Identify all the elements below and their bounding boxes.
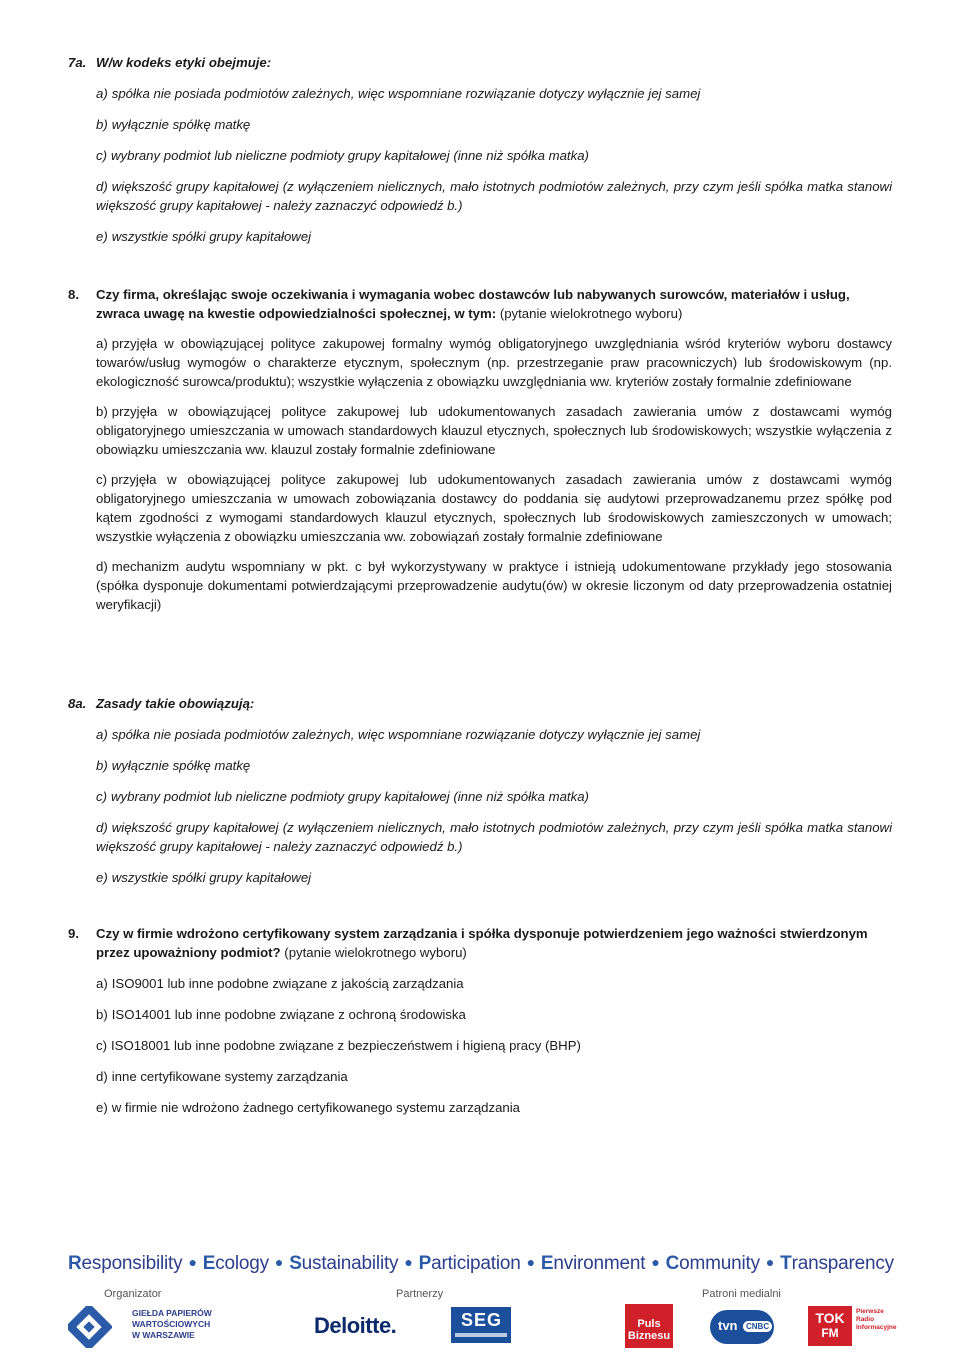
- puls-biznesu-logo: [625, 1304, 673, 1348]
- option-text: większość grupy kapitałowej (z wyłączeniem nielicznych, mało istotnych podmiotów zależnych, przy czym jeśli spółka matka stanowi większość grupy kapitałowej - należy zaznaczyć odpowiedź b.): [96, 820, 892, 854]
- partners-label: Partnerzy: [396, 1288, 444, 1300]
- motto-initial: S: [289, 1253, 302, 1274]
- gpw-logo: [68, 1306, 228, 1348]
- option-label: a): [96, 727, 108, 742]
- motto-initial: C: [665, 1253, 680, 1274]
- option-text: inne certyfikowane systemy zarządzania: [111, 1069, 348, 1084]
- motto-word: [666, 1253, 760, 1274]
- option-label: e): [96, 229, 108, 244]
- answer-option: [96, 787, 892, 806]
- motto-word: [289, 1253, 398, 1274]
- option-text: w firmie nie wdrożono żadnego certyfikowanego systemu zarządzania: [111, 1100, 521, 1115]
- option-label: c): [96, 1038, 107, 1053]
- motto-word: [68, 1253, 182, 1274]
- option-label: d): [96, 1069, 108, 1084]
- tok-text: TOK: [815, 1310, 845, 1326]
- motto-rest: cology: [215, 1253, 269, 1274]
- media-label: Patroni medialni: [702, 1288, 781, 1300]
- motto-separator-dot: ●: [404, 1254, 413, 1270]
- answer-option: [96, 470, 892, 546]
- answer-option: [96, 974, 892, 993]
- question-number: 7a.: [68, 55, 87, 70]
- motto-initial: R: [68, 1253, 82, 1274]
- tok-fm-logo: [808, 1306, 897, 1346]
- seg-text: SEG: [461, 1310, 503, 1330]
- question-9: [68, 924, 892, 1117]
- answer-option: [96, 756, 892, 775]
- option-label: e): [96, 870, 108, 885]
- option-text: ISO18001 lub inne podobne związane z bezpieczeństwem i higieną pracy (BHP): [111, 1038, 581, 1053]
- answer-option: [96, 1098, 892, 1117]
- gpw-emblem-icon: [68, 1306, 112, 1348]
- question-9-options: [68, 974, 892, 1117]
- biznesu-text: Biznesu: [627, 1330, 671, 1342]
- question-title: Czy firma, określając swoje oczekiwania i wymagania wobec dostawców lub nabywanych surowców, materiałów i usług, zwraca uwagę na kwestie odpowiedzialności społecznej, w tym:: [96, 287, 850, 321]
- puls-text: Puls: [637, 1318, 661, 1330]
- question-8a-options: [68, 725, 892, 887]
- answer-option: [96, 334, 892, 391]
- option-label: a): [96, 976, 108, 991]
- option-label: b): [96, 117, 108, 132]
- option-text: ISO14001 lub inne podobne związane z ochroną środowiska: [111, 1007, 466, 1022]
- option-text: przyjęła w obowiązującej polityce zakupowej lub udokumentowanych zasadach zawierania umów z dostawcami wymóg obligatoryjnego umieszczania w umowach standardowych klauzul etycznych, społecznych lub środowiskowych; wszystkie wyłączenia z obowiązku umieszczania ww. klauzul zostały formalnie zdefiniowane: [96, 404, 892, 457]
- question-note: (pytanie wielokrotnego wyboru): [284, 945, 467, 960]
- tvn-cnbc-logo: [710, 1310, 774, 1344]
- gpw-line-2: WARTOŚCIOWYCH: [132, 1319, 211, 1329]
- seg-bar: [455, 1333, 507, 1337]
- question-8-heading: [68, 285, 892, 323]
- option-label: c): [96, 472, 107, 487]
- motto-initial: P: [418, 1253, 432, 1274]
- option-label: e): [96, 1100, 108, 1115]
- motto-initial: E: [202, 1253, 216, 1274]
- organizer-label: Organizator: [104, 1288, 162, 1300]
- seg-logo: [451, 1307, 511, 1343]
- option-label: c): [96, 789, 107, 804]
- option-text: przyjęła w obowiązującej polityce zakupowej lub udokumentowanych zasadach zawierania umów z dostawcami wymóg obligatoryjnego umieszczania w umowach zobowiązania dostawcy do poddania się audytowi przeprowadzanemu przez spółkę pod kątem zgodności z wymogami standardowych klauzul etycznych, społecznych lub środowiskowych zamieszczonych w umowach; wszystkie wyłączenia z obowiązku umieszczania ww. zobowiązań zostały formalnie zdefiniowane: [96, 472, 892, 544]
- motto-separator-dot: ●: [188, 1254, 197, 1270]
- option-text: ISO9001 lub inne podobne związane z jakością zarządzania: [111, 976, 464, 991]
- motto-rest: ommunity: [679, 1253, 760, 1274]
- motto-separator-dot: ●: [765, 1254, 775, 1270]
- answer-option: [96, 115, 892, 134]
- motto-separator-dot: ●: [274, 1254, 284, 1270]
- option-text: spółka nie posiada podmiotów zależnych, więc wspomniane rozwiązanie dotyczy wyłącznie jej samej: [111, 727, 701, 742]
- tvn-text: tvn: [718, 1318, 738, 1333]
- question-number: 8.: [68, 287, 79, 302]
- option-text: spółka nie posiada podmiotów zależnych, więc wspomniane rozwiązanie dotyczy wyłącznie jej samej: [111, 86, 701, 101]
- gpw-line-1: GIEŁDA PAPIERÓW: [132, 1308, 212, 1318]
- motto-rest: nvironment: [553, 1253, 646, 1274]
- option-text: przyjęła w obowiązującej polityce zakupowej formalny wymóg obligatoryjnego uwzględniania wśród kryteriów wyboru dostawcy towarów/usług wymogów o charakterze etycznym, społecznym (np. przestrzeganie praw pracowniczych) lub środowiskowym (np. ekologiczność surowca/produktu); wszystkie wyłączenia z obowiązku uwzględniania ww. kryteriów zostały formalnie zdefiniowane: [96, 336, 892, 389]
- option-label: d): [96, 820, 108, 835]
- motto-separator-dot: ●: [651, 1254, 660, 1270]
- option-label: b): [96, 404, 108, 419]
- footer-motto: [68, 1253, 894, 1275]
- answer-option: [96, 725, 892, 744]
- option-text: wszystkie spółki grupy kapitałowej: [111, 870, 312, 885]
- option-text: wybrany podmiot lub nieliczne podmioty grupy kapitałowej (inne niż spółka matka): [111, 148, 589, 163]
- motto-word: [203, 1253, 269, 1274]
- tok-side-3: Informacyjne: [856, 1324, 897, 1331]
- question-title: Zasady takie obowiązują:: [96, 696, 255, 711]
- question-number: 9.: [68, 926, 79, 941]
- option-text: mechanizm audytu wspomniany w pkt. c był wykorzystywany w praktyce i istnieją udokumentowane przykłady jego stosowania (spółka dysponuje dokumentami potwierdzającymi przeprowadzenie audytu(ów) w okresie liczonym od daty przeprowadzenia ostatniej weryfikacji): [96, 559, 892, 612]
- option-label: c): [96, 148, 107, 163]
- question-8a-heading: [68, 694, 892, 713]
- option-text: większość grupy kapitałowej (z wyłączeniem nielicznych, mało istotnych podmiotów zależnych, przy czym jeśli spółka matka stanowi większość grupy kapitałowej - należy zaznaczyć odpowiedź b.): [96, 179, 892, 213]
- motto-initial: E: [540, 1253, 554, 1274]
- answer-option: [96, 557, 892, 614]
- answer-option: [96, 868, 892, 887]
- option-label: d): [96, 179, 108, 194]
- question-8a: [68, 694, 892, 887]
- answer-option: [96, 84, 892, 103]
- answer-option: [96, 177, 892, 215]
- answer-option: [96, 146, 892, 165]
- option-label: a): [96, 86, 108, 101]
- fm-text: FM: [821, 1326, 839, 1340]
- motto-word: [541, 1253, 645, 1274]
- motto-word: [419, 1253, 521, 1274]
- option-label: a): [96, 336, 108, 351]
- motto-rest: articipation: [431, 1253, 521, 1274]
- motto-rest: ustainability: [301, 1253, 399, 1274]
- question-title: W/w kodeks etyki obejmuje:: [96, 55, 272, 70]
- motto-rest: esponsibility: [81, 1253, 183, 1274]
- motto-initial: T: [780, 1253, 792, 1274]
- option-label: d): [96, 559, 108, 574]
- motto-separator-dot: ●: [526, 1254, 535, 1270]
- answer-option: [96, 818, 892, 856]
- answer-option: [96, 1067, 892, 1086]
- cnbc-text: CNBC: [743, 1321, 772, 1332]
- answer-option: [96, 402, 892, 459]
- deloitte-logo: Deloitte.: [314, 1313, 397, 1338]
- question-8: [68, 285, 892, 614]
- question-9-heading: [68, 924, 892, 962]
- tok-side-1: Pierwsze: [856, 1308, 884, 1315]
- option-label: b): [96, 1007, 108, 1022]
- motto-word: [780, 1253, 894, 1274]
- tok-side-2: Radio: [856, 1316, 875, 1323]
- question-number: 8a.: [68, 696, 87, 711]
- answer-option: [96, 1005, 892, 1024]
- answer-option: [96, 227, 892, 246]
- question-7a: [68, 53, 892, 246]
- gpw-line-3: W WARSZAWIE: [132, 1330, 195, 1340]
- option-text: wyłącznie spółkę matkę: [111, 758, 251, 773]
- option-text: wybrany podmiot lub nieliczne podmioty grupy kapitałowej (inne niż spółka matka): [111, 789, 589, 804]
- answer-option: [96, 1036, 892, 1055]
- question-title: Czy w firmie wdrożono certyfikowany system zarządzania i spółka dysponuje potwierdzeniem jego ważności stwierdzonym przez upoważniony podmiot?: [96, 926, 868, 960]
- question-7a-options: [68, 84, 892, 246]
- motto-rest: ransparency: [791, 1253, 894, 1274]
- question-note: (pytanie wielokrotnego wyboru): [499, 306, 683, 321]
- question-8-options: [68, 334, 892, 614]
- option-label: b): [96, 758, 108, 773]
- option-text: wszystkie spółki grupy kapitałowej: [111, 229, 312, 244]
- option-text: wyłącznie spółkę matkę: [111, 117, 251, 132]
- question-7a-heading: [68, 53, 892, 72]
